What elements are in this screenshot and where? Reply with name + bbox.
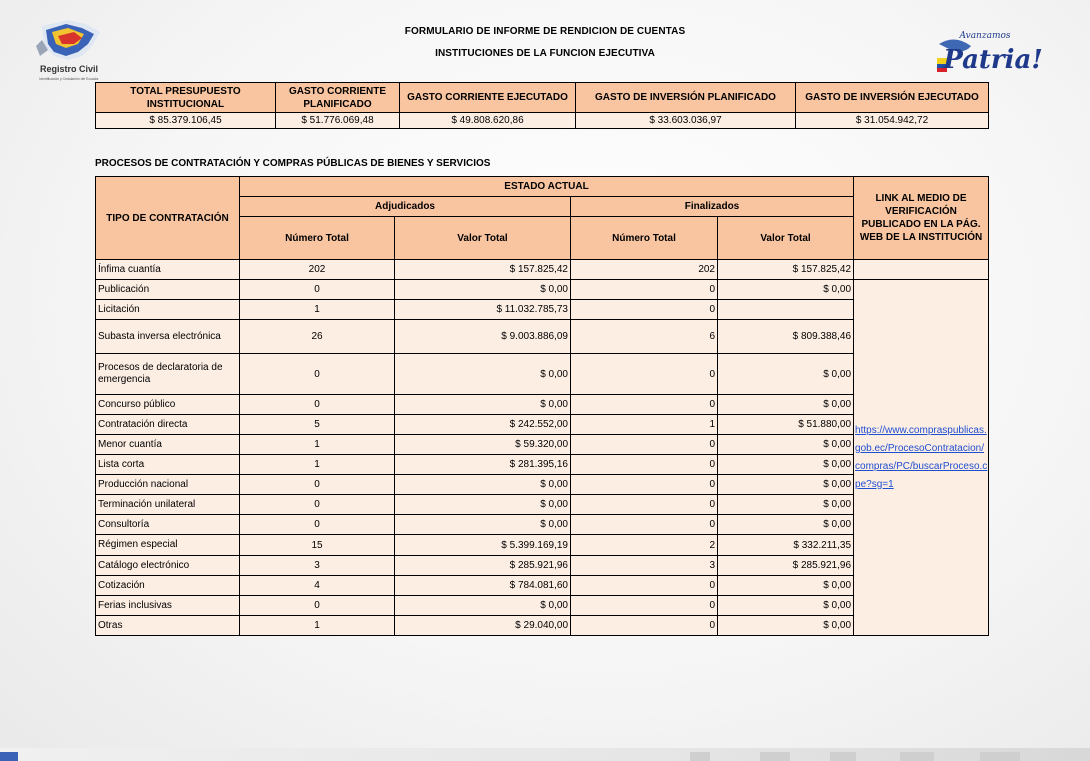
- budget-value-total: $ 85.379.106,45: [96, 113, 276, 129]
- row-finalizados-numero: 0: [571, 616, 718, 636]
- row-tipo: Otras: [96, 616, 240, 636]
- row-finalizados-numero: 0: [571, 576, 718, 596]
- row-finalizados-valor: $ 809.388,46: [718, 320, 854, 354]
- col-header-adj-valor: Valor Total: [395, 217, 571, 260]
- budget-value-inversion-ejecutado: $ 31.054.942,72: [796, 113, 989, 129]
- row-adjudicados-numero: 0: [240, 354, 395, 395]
- row-adjudicados-valor: $ 0,00: [395, 475, 571, 495]
- row-adjudicados-valor: $ 0,00: [395, 495, 571, 515]
- col-header-estado: ESTADO ACTUAL: [240, 177, 854, 197]
- row-adjudicados-valor: $ 242.552,00: [395, 415, 571, 435]
- row-adjudicados-valor: $ 285.921,96: [395, 556, 571, 576]
- footer-strip: [0, 748, 1090, 761]
- row-finalizados-valor: $ 0,00: [718, 280, 854, 300]
- row-adjudicados-valor: $ 0,00: [395, 395, 571, 415]
- row-tipo: Régimen especial: [96, 535, 240, 556]
- row-tipo: Menor cuantía: [96, 435, 240, 455]
- procurement-section-title: PROCESOS DE CONTRATACIÓN Y COMPRAS PÚBLICAS DE BIENES Y SERVICIOS: [95, 158, 491, 169]
- col-header-fin-valor: Valor Total: [718, 217, 854, 260]
- col-header-fin-numero: Número Total: [571, 217, 718, 260]
- table-row: [96, 280, 989, 300]
- procurement-table: [95, 176, 989, 636]
- budget-value-corriente-planificado: $ 51.776.069,48: [276, 113, 400, 129]
- form-subtitle: INSTITUCIONES DE LA FUNCION EJECUTIVA: [435, 48, 655, 59]
- row-adjudicados-numero: 3: [240, 556, 395, 576]
- row-adjudicados-numero: 1: [240, 616, 395, 636]
- budget-header-inversion-planificado: GASTO DE INVERSIÓN PLANIFICADO: [576, 83, 796, 113]
- row-finalizados-valor: $ 0,00: [718, 455, 854, 475]
- row-adjudicados-valor: $ 0,00: [395, 280, 571, 300]
- row-adjudicados-valor: $ 59.320,00: [395, 435, 571, 455]
- budget-header-row: [96, 83, 989, 113]
- row-finalizados-numero: 0: [571, 495, 718, 515]
- budget-header-total: TOTAL PRESUPUESTO INSTITUCIONAL: [96, 83, 276, 113]
- row-link-empty: [854, 260, 989, 280]
- row-adjudicados-numero: 1: [240, 435, 395, 455]
- row-adjudicados-numero: 0: [240, 495, 395, 515]
- row-finalizados-valor: $ 157.825,42: [718, 260, 854, 280]
- row-adjudicados-numero: 1: [240, 455, 395, 475]
- row-tipo: Publicación: [96, 280, 240, 300]
- row-finalizados-valor: $ 51.880,00: [718, 415, 854, 435]
- logo-left-text: Registro Civil: [39, 64, 99, 74]
- row-finalizados-numero: 0: [571, 515, 718, 535]
- row-finalizados-valor: $ 0,00: [718, 395, 854, 415]
- row-finalizados-valor: $ 0,00: [718, 576, 854, 596]
- row-adjudicados-valor: $ 29.040,00: [395, 616, 571, 636]
- col-header-adjudicados: Adjudicados: [240, 197, 571, 217]
- row-adjudicados-numero: 0: [240, 280, 395, 300]
- row-finalizados-numero: 0: [571, 455, 718, 475]
- row-tipo: Ferias inclusivas: [96, 596, 240, 616]
- verification-link-cell: [854, 280, 989, 636]
- row-finalizados-numero: 0: [571, 395, 718, 415]
- row-tipo: Concurso público: [96, 395, 240, 415]
- footer-decoration: [830, 752, 856, 761]
- footer-decoration: [980, 752, 1020, 761]
- footer-decoration: [690, 752, 710, 761]
- row-tipo: Licitación: [96, 300, 240, 320]
- logo-right-text-top: Avanzamos: [959, 31, 1011, 41]
- row-adjudicados-numero: 4: [240, 576, 395, 596]
- logo-right-text-main: Patria!: [943, 45, 1043, 75]
- budget-value-inversion-planificado: $ 33.603.036,97: [576, 113, 796, 129]
- row-finalizados-numero: 0: [571, 300, 718, 320]
- row-tipo: Lista corta: [96, 455, 240, 475]
- row-finalizados-valor: $ 0,00: [718, 495, 854, 515]
- row-tipo: Producción nacional: [96, 475, 240, 495]
- row-adjudicados-valor: $ 9.003.886,09: [395, 320, 571, 354]
- row-adjudicados-numero: 15: [240, 535, 395, 556]
- row-tipo: Catálogo electrónico: [96, 556, 240, 576]
- row-finalizados-valor: $ 0,00: [718, 596, 854, 616]
- col-header-link: LINK AL MEDIO DE VERIFICACIÓN PUBLICADO EN LA PÁG. WEB DE LA INSTITUCIÓN: [854, 177, 989, 260]
- footer-accent: [0, 752, 18, 761]
- budget-values-row: [96, 113, 989, 129]
- row-adjudicados-valor: $ 784.081,60: [395, 576, 571, 596]
- row-finalizados-valor: $ 0,00: [718, 475, 854, 495]
- row-finalizados-numero: 0: [571, 280, 718, 300]
- row-finalizados-numero: 1: [571, 415, 718, 435]
- row-adjudicados-numero: 202: [240, 260, 395, 280]
- row-finalizados-valor: [718, 300, 854, 320]
- row-finalizados-valor: $ 0,00: [718, 616, 854, 636]
- col-header-tipo: TIPO DE CONTRATACIÓN: [96, 177, 240, 260]
- logo-left-subtext: Identificación y Cedulación del Ecuador: [39, 77, 99, 81]
- footer-decoration: [760, 752, 790, 761]
- row-finalizados-numero: 0: [571, 596, 718, 616]
- row-tipo: Consultoría: [96, 515, 240, 535]
- row-adjudicados-valor: $ 0,00: [395, 515, 571, 535]
- row-finalizados-numero: 0: [571, 475, 718, 495]
- row-adjudicados-numero: 5: [240, 415, 395, 435]
- row-adjudicados-valor: $ 11.032.785,73: [395, 300, 571, 320]
- row-adjudicados-numero: 0: [240, 475, 395, 495]
- budget-value-corriente-ejecutado: $ 49.808.620,86: [400, 113, 576, 129]
- verification-link[interactable]: https://www.compraspublicas.gob.ec/ProcesoContratacion/compras/PC/buscarProceso.cpe?sg=1: [855, 424, 988, 490]
- row-adjudicados-valor: $ 281.395,16: [395, 455, 571, 475]
- budget-header-corriente-ejecutado: GASTO CORRIENTE EJECUTADO: [400, 83, 576, 113]
- row-adjudicados-numero: 0: [240, 596, 395, 616]
- row-finalizados-valor: $ 285.921,96: [718, 556, 854, 576]
- row-adjudicados-valor: $ 0,00: [395, 354, 571, 395]
- row-adjudicados-valor: $ 5.399.169,19: [395, 535, 571, 556]
- row-adjudicados-valor: $ 0,00: [395, 596, 571, 616]
- row-adjudicados-numero: 0: [240, 515, 395, 535]
- row-finalizados-numero: 202: [571, 260, 718, 280]
- row-finalizados-valor: $ 332.211,35: [718, 535, 854, 556]
- col-header-finalizados: Finalizados: [571, 197, 854, 217]
- row-adjudicados-numero: 26: [240, 320, 395, 354]
- row-adjudicados-numero: 1: [240, 300, 395, 320]
- row-finalizados-valor: $ 0,00: [718, 435, 854, 455]
- row-finalizados-valor: $ 0,00: [718, 354, 854, 395]
- row-finalizados-numero: 2: [571, 535, 718, 556]
- row-adjudicados-numero: 0: [240, 395, 395, 415]
- budget-header-inversion-ejecutado: GASTO DE INVERSIÓN EJECUTADO: [796, 83, 989, 113]
- budget-table: [95, 82, 989, 129]
- table-row: [96, 260, 989, 280]
- form-title: FORMULARIO DE INFORME DE RENDICION DE CUENTAS: [404, 26, 686, 37]
- row-tipo: Cotización: [96, 576, 240, 596]
- row-tipo: Terminación unilateral: [96, 495, 240, 515]
- budget-header-corriente-planificado: GASTO CORRIENTE PLANIFICADO: [276, 83, 400, 113]
- row-tipo: Contratación directa: [96, 415, 240, 435]
- row-finalizados-numero: 0: [571, 435, 718, 455]
- footer-decoration: [900, 752, 934, 761]
- row-tipo: Subasta inversa electrónica: [96, 320, 240, 354]
- col-header-adj-numero: Número Total: [240, 217, 395, 260]
- row-finalizados-numero: 6: [571, 320, 718, 354]
- row-tipo: Procesos de declaratoria de emergencia: [96, 354, 240, 395]
- row-finalizados-numero: 3: [571, 556, 718, 576]
- row-finalizados-numero: 0: [571, 354, 718, 395]
- row-adjudicados-valor: $ 157.825,42: [395, 260, 571, 280]
- row-tipo: Ínfima cuantía: [96, 260, 240, 280]
- row-finalizados-valor: $ 0,00: [718, 515, 854, 535]
